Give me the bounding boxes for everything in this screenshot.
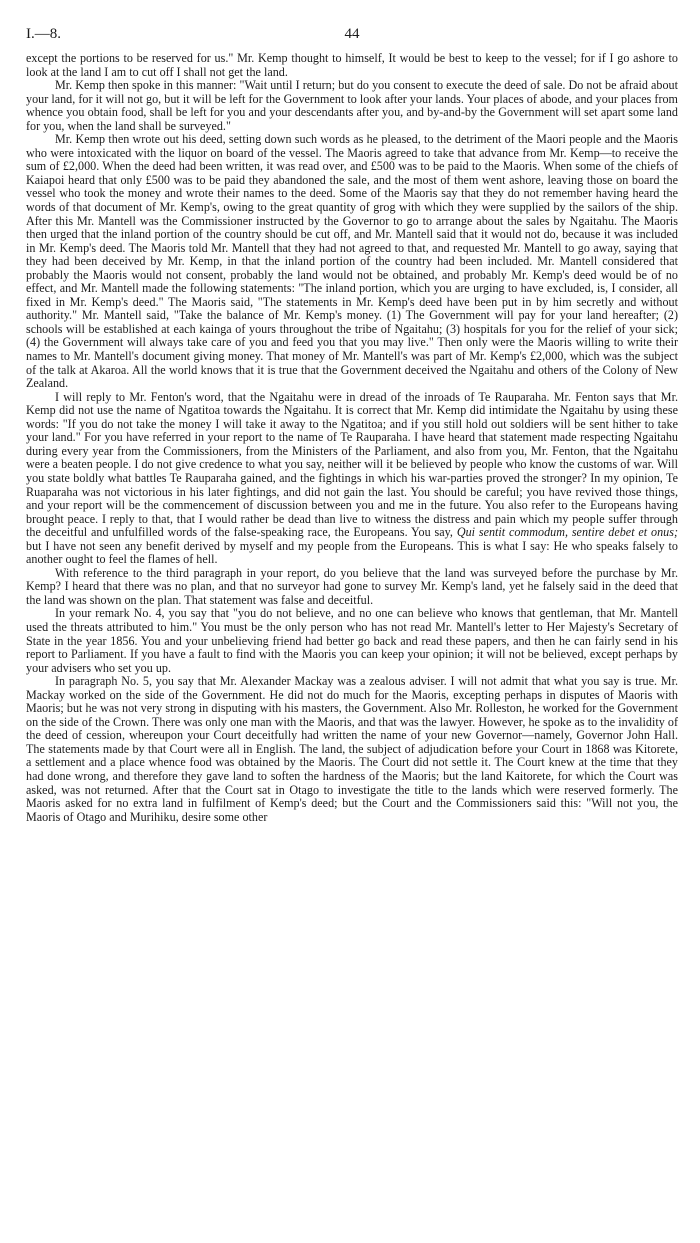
body-text: [26, 52, 678, 824]
page-header: [26, 26, 678, 50]
paragraph-1: except the portions to be reserved for us." Mr. Kemp thought to himself, It would be best to keep to the vessel; for if I go ashore to look at the land I am to cut off I shall not get the land.: [26, 51, 678, 79]
page-number: 44: [344, 26, 360, 42]
paragraph-3: Mr. Kemp then wrote out his deed, setting down such words as he pleased, to the detriment of the Maori people and the Maoris who were intoxicated with the liquor on board of the vessel. The Maoris agreed to take that advance from Mr. Kemp—to receive the sum of £2,000. When the deed had been written, it was read over, and £500 was to be paid to the Maoris. When some of the chiefs of Kaiapoi heard that only £500 was to be paid they abandoned the sale, and the most of them went ashore, leaving those on board the vessel who took the money and wrote their names to the deed. Some of the Maoris say that they do not remember having heard the words of that document of Mr. Kemp's, owing to the great quantity of grog with which they were supplied by the sailors of the ship. After this Mr. Mantell was the Commissioner instructed by the Governor to go to arrange about the sales by Ngaitahu. The Maoris then urged that the inland portion of the country should be cut off, and Mr. Mantell said that it would not do, because it was included in Mr. Kemp's deed. The Maoris told Mr. Mantell that they had not agreed to that, and requested Mr. Mantell to go away, saying that they had been deceived by Mr. Kemp, in that the inland portion of the country had been included. Mr. Mantell considered that probably the Maoris would not consent, probably the land would not be obtained, and probably Mr. Kemp's deed would be of no effect, and Mr. Mantell made the following statements: "The inland portion, which you are urging to have excluded, is, I consider, all fixed in Mr. Kemp's deed." The Maoris said, "The statements in Mr. Kemp's deed have been put in by him secretly and without authority." Mr. Mantell said, "Take the balance of Mr. Kemp's money. (1) The Government will pay for your land hereafter; (2) schools will be established at each kainga of yours throughout the tribe of Ngaitahu; (3) hospitals for you for the relief of your sick; (4) the Government will always take care of you and feed you that you may live." Then only were the Maoris willing to write their names to Mr. Mantell's document giving money. That money of Mr. Mantell's was part of Mr. Kemp's £2,000, which was the subject of the talk at Akaroa. All the world knows that it is true that the Government deceived the Ngaitahu and others of the Colony of New Zealand.: [26, 132, 678, 391]
paragraph-5: With reference to the third paragraph in your report, do you believe that the land was surveyed before the purchase by Mr. Kemp? I heard that there was no plan, and that no surveyor had gone to survey Mr. Kemp's land, yet he falsely said in the deed that the land was shown on the plan. That statement was false and deceitful.: [26, 565, 678, 607]
latin-maxim: Qui sentit commodum, sentire debet et onus;: [456, 525, 678, 540]
paragraph-2: Mr. Kemp then spoke in this manner: "Wait until I return; but do you consent to execute the deed of sale. Do not be afraid about your land, for it will not go, but it will be left for the Government to look after your lands. Your places of abode, and your places from whence you obtain food, shall be left for you and your descendants after you, and by-and-by the Government will set apart some land for you, when the land shall be surveyed.": [26, 78, 678, 133]
document-reference: I.—8.: [26, 26, 61, 42]
paragraph-6: In your remark No. 4, you say that "you do not believe, and no one can believe who knows that gentleman, that Mr. Mantell used the threats attributed to him." You must be the only person who has not read Mr. Mantell's letter to Her Majesty's Secretary of State in the year 1856. You and your unbelieving friend had better go back and read these papers, and then he can fairly send in his report to Parliament. If you have a fault to find with the Maoris you can keep your opinion; it will not be believed, except perhaps by your advisers who set you up.: [26, 606, 678, 675]
paragraph-7: In paragraph No. 5, you say that Mr. Alexander Mackay was a zealous adviser. I will not admit that what you say is true. Mr. Mackay worked on the side of the Government. He did not do much for the Maoris, excepting perhaps in disputes of Maoris with Maoris; but he was not very strong in disputing with his masters, the Government. Also Mr. Rolleston, he worked for the Government on the side of the Crown. There was only one man with the Maoris, and that was the lawyer. However, he spoke as to the invalidity of the deed of cession, whereupon your Court deceitfully had written the name of your new Governor—namely, Governor John Hall. The statements made by that Court were all in English. The land, the subject of adjudication before your Court in 1868 was Kitorete, a settlement and a place whence food was obtained by the Maoris. The Court did not settle it. The Court knew at the time that they had done wrong, and therefore they gave land to soften the hardness of the Maoris; but the land Kaitorete, for which the Court was asked, was not returned. After that the Court sat in Otago to investigate the title to the lands which were reserved formerly. The Maoris asked for no extra land in fulfilment of Kemp's deed; but the Court and the Commissioners said this: "Will not you, the Maoris of Otago and Murihiku, desire some other: [26, 674, 678, 824]
paragraph-4: I will reply to Mr. Fenton's word, that the Ngaitahu were in dread of the inroads of Te Rauparaha. Mr. Fenton says that Mr. Kemp did not use the name of Ngatitoa towards the Ngaitahu. It is correct that Mr. Kemp did intimidate the Ngaitahu by using these words: "If you do not take the money I will take it away to the Ngatitoa; and if you still hold out soldiers will be sent hither to take your land." For you have referred in your report to the name of Te Rauparaha. I have heard that statement made respecting Ngaitahu during every year from the Commissioners, from the Ministers of the Parliament, and also from you, Mr. Fenton, that the Ngaitahu were a beaten people. I do not give credence to what you say, neither will it be believed by people who know the customs of war. Will you state boldly what battles Te Rauparaha gained, and the fightings in which his war-parties proved the stronger? In my opinion, Te Ruaparaha was not victorious in his later fightings, and did not gain the last. You should be careful; you have revived those things, and your report will be the commencement of discussion between you and me in the future. You also refer to the Europeans having brought peace. I reply to that, that I would rather be dead than live to witness the distress and pain which my people suffer through the deceitful and unfulfilled words of the false-speaking race, the Europeans. You say, Qui sentit commodum, sentire debet et onus; but I have not seen any benefit derived by myself and my people from the Europeans. This is what I say: He who speaks falsely to another ought to feel the flames of hell.: [26, 389, 678, 567]
